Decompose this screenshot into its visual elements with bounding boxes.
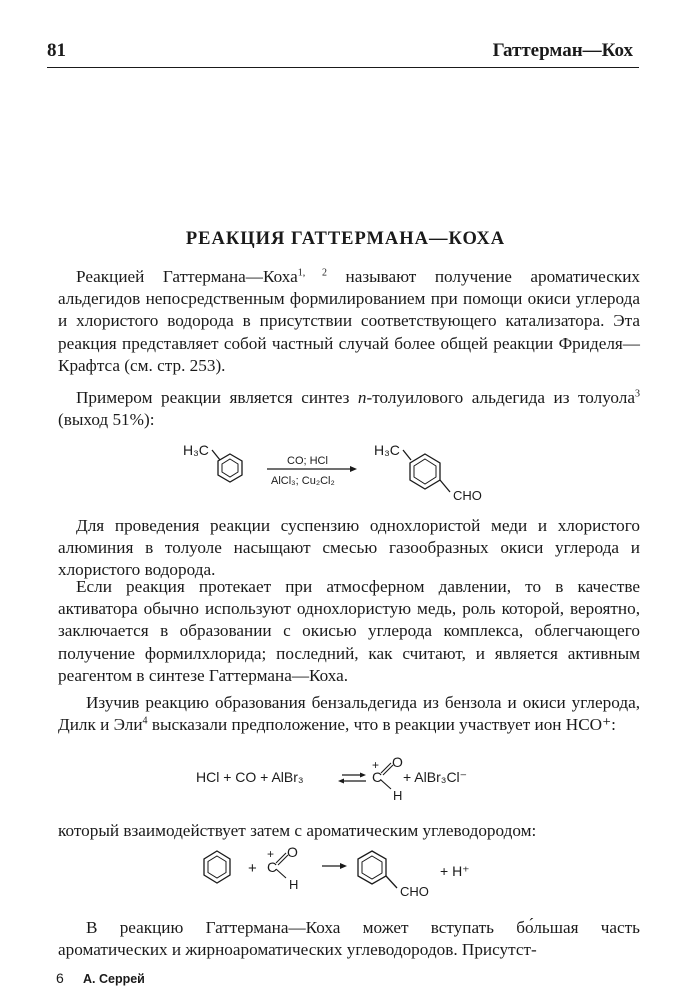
paragraph-intro: Реакцией Гаттермана—Коха$^{1, 2}$ называют получение ароматических альдегидов непосредственным формилированием при помощи окиси углерода и хлористого водорода в присутствии соответствующего катализатора. Эта реакция представляет собой частный случай более общей реакции Фриделя—Крафтса (см. стр. 253). <box>58 267 641 375</box>
section-title: РЕАКЦИЯ ГАТТЕРМАНА—КОХА <box>185 229 506 249</box>
toluene-formylation-scheme <box>150 437 540 509</box>
footnote-ref: 3 <box>635 388 640 400</box>
aldehyde-group-label: CHO <box>400 884 429 899</box>
formyl-cation-equation <box>190 756 510 802</box>
hydrogen-atom: H <box>393 788 403 802</box>
paragraph-example: Примером реакции является синтез п-толуилового альдегида из толуола$^3$ (выход 51%): <box>58 388 640 430</box>
benzaldehyde-formation-scheme <box>200 845 500 905</box>
reactant-methyl-label: H₃C <box>183 442 209 458</box>
paragraph-scope: В реакцию Гаттермана—Коха может вступать бо́льшая часть ароматических и жирноароматических углеводородов. Присутст- <box>58 918 640 960</box>
carbon-charge: + <box>372 758 380 772</box>
sheet-number: 6 <box>56 970 64 986</box>
paragraph-aromatic: который взаимодействует затем с ароматическим углеводородом: <box>58 821 537 840</box>
carbon-atom: C <box>267 859 278 875</box>
equation-left-side: HCl + CO + AlBr₃ <box>196 769 304 785</box>
header-rule <box>47 67 639 68</box>
equation-right-side: + AlBr₃Cl⁻ <box>403 769 468 785</box>
carbon-charge: + <box>267 847 275 861</box>
footnote-ref: 1, 2 <box>297 267 327 279</box>
carbon-atom: C <box>372 769 383 785</box>
oxygen-atom: O <box>287 845 298 860</box>
paragraph-mechanism: Изучив реакцию образования бензальдегида из бензола и окиси углерода, Дилк и Эли$^4$ высказали предположение, что в реакции участвует ион НСО⁺: <box>58 693 640 735</box>
oxygen-atom: O <box>392 756 403 770</box>
product-methyl-label: H₃C <box>374 442 400 458</box>
paragraph-procedure: Для проведения реакции суспензию однохлористой меди и хлористого алюминия в толуоле насыщают смесью газообразных окиси углерода и хлористого водорода. <box>58 516 640 580</box>
paragraph-activator: Если реакция протекает при атмосферном давлении, то в качестве активатора обычно используют однохлористую медь, роль которой, вероятно, заключается в образовании с окисью углерода комплекса, облегчающего получение формилхлорида; последний, как считают, и является активным реагентом в синтезе Гаттермана—Коха. <box>58 577 640 685</box>
reagent-top-label: CO; HCl <box>287 455 328 467</box>
plus-sign: + <box>248 860 257 877</box>
proton-byproduct: + H⁺ <box>440 863 470 879</box>
aldehyde-group-label: CHO <box>453 488 482 503</box>
running-title: Гаттерман—Кох <box>492 40 633 61</box>
page-number: 81 <box>47 40 66 61</box>
reagent-bottom-label: AlCl₃; Cu₂Cl₂ <box>271 475 335 487</box>
printer-signature: А. Серрей <box>83 972 145 986</box>
hydrogen-atom: H <box>289 877 299 892</box>
footnote-ref: 4 <box>142 715 148 727</box>
